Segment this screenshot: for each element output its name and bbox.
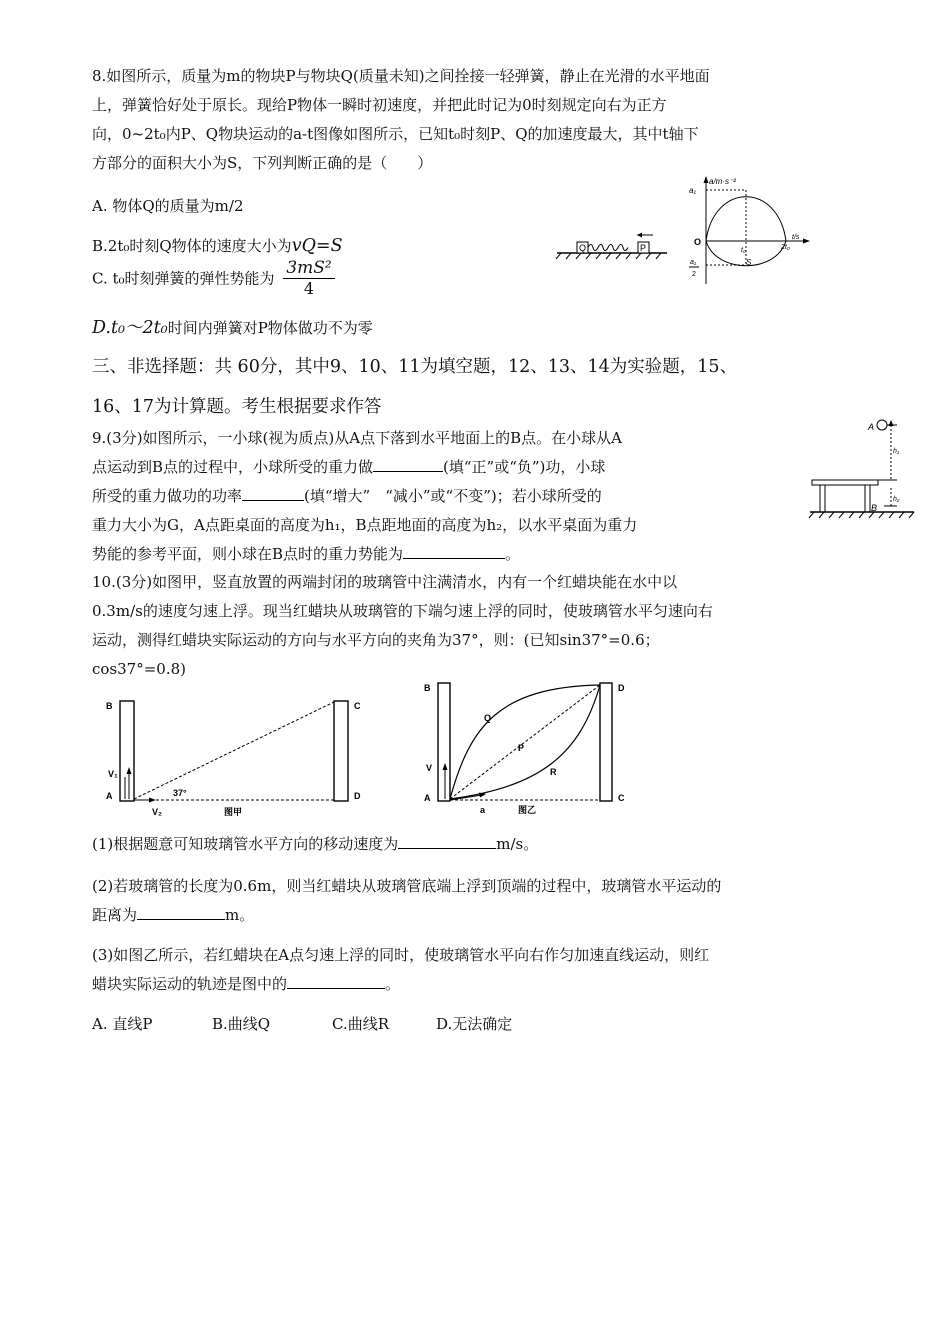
q10-options xyxy=(92,1010,512,1038)
section3-heading-line2: 16、17为计算题。考生根据要求作答 xyxy=(92,397,382,417)
q8-option-c xyxy=(92,258,335,299)
q10-blank-2 xyxy=(137,901,225,920)
q9-line3 xyxy=(92,482,602,510)
origin-label: O xyxy=(694,237,702,247)
q9-blank-1 xyxy=(373,453,443,472)
q10-option-b: B.曲线Q xyxy=(212,1015,271,1033)
acc-label: a xyxy=(480,805,486,815)
t-axis-label: t/s xyxy=(792,234,800,241)
q10-subq3-text-a: 蜡块实际运动的轨迹是图中的 xyxy=(92,975,288,993)
point-a-label: A xyxy=(424,793,431,803)
2t0-label: 2t₀ xyxy=(781,244,790,251)
v-label: V xyxy=(426,763,433,773)
tube-right xyxy=(334,701,348,801)
curve-q-label: Q xyxy=(484,713,492,723)
tube-left xyxy=(120,701,134,801)
tube-left xyxy=(438,683,450,801)
q8-at-graph xyxy=(684,172,814,290)
q8-option-a: A. 物体Q的质量为m/2 xyxy=(92,197,244,215)
point-c-label: C xyxy=(354,701,361,711)
q9-line2 xyxy=(92,453,605,481)
q10-line2: 0.3m/s的速度匀速上浮。现当红蜡块从玻璃管的下端匀速上浮的同时，使玻璃管水平匀速向右 xyxy=(92,602,713,620)
q10-subq3-text-b: 。 xyxy=(385,975,401,993)
curve-r-label: R xyxy=(550,767,557,777)
block-p-label: P xyxy=(640,243,647,253)
t0-label: t₀ xyxy=(741,247,746,254)
q9-table-figure xyxy=(800,408,920,526)
line-p-label: P xyxy=(518,743,525,753)
point-c-label: C xyxy=(618,793,625,803)
v2-label: V₂ xyxy=(152,807,163,817)
q9-blank-3 xyxy=(403,540,505,559)
caption-yi: 图乙 xyxy=(518,805,537,815)
q10-subq3-line1: (3)如图乙所示，若红蜡块在A点匀速上浮的同时，使玻璃管水平向右作匀加速直线运动，则红 xyxy=(92,946,710,964)
y-axis-label: a/m·s⁻² xyxy=(709,177,736,186)
point-d-label: D xyxy=(618,683,625,693)
q9-line5-text-a: 势能的参考平面，则小球在B点时的重力势能为 xyxy=(92,545,404,563)
q8-option-b-math: vQ=S xyxy=(291,236,343,256)
tube-right xyxy=(600,683,612,801)
q8-option-d-text: 时间内弹簧对P物体做功不为零 xyxy=(167,319,373,337)
point-a-label: A xyxy=(868,422,875,432)
motion-path xyxy=(134,702,334,799)
y-axis-arrowhead xyxy=(704,176,709,183)
q9-line3-text-a: 所受的重力做功的功率 xyxy=(92,487,243,505)
q8-stem-line1: 8.如图所示，质量为m的物块P与物块Q(质量未知)之间拴接一轻弹簧，静止在光滑的水平地面 xyxy=(92,67,710,85)
q9-line1: 9.(3分)如图所示，一小球(视为质点)从A点下落到水平地面上的B点。在小球从A xyxy=(92,429,622,447)
q10-subq2-line2 xyxy=(92,901,254,929)
q10-subq1 xyxy=(92,830,538,858)
q8-option-b xyxy=(92,232,343,260)
q9-line5-text-b: 。 xyxy=(505,545,521,563)
v2-arrowhead xyxy=(149,798,156,803)
q10-subq1-text-a: (1)根据题意可知玻璃管水平方向的移动速度为 xyxy=(92,835,399,853)
q9-line3-text-b: (填“增大” “减小”或“不变”)；若小球所受的 xyxy=(304,487,602,505)
q8-option-c-fraction xyxy=(283,258,334,299)
q10-subq2-line1: (2)若玻璃管的长度为0.6m，则当红蜡块从玻璃管底端上浮到顶端的过程中，玻璃管水平运动的 xyxy=(92,877,722,895)
q10-line1: 10.(3分)如图甲，竖直放置的两端封闭的玻璃管中注满清水，内有一个红蜡块能在水中以 xyxy=(92,573,678,591)
q10-blank-3 xyxy=(287,970,385,989)
point-d-label: D xyxy=(354,791,361,801)
q9-line2-text-b: (填“正”或“负”)功，小球 xyxy=(443,458,606,476)
q8-stem-line2: 上，弹簧恰好处于原长。现给P物体一瞬时初速度，并把此时记为0时刻规定向右为正方 xyxy=(92,96,667,114)
table-leg-right xyxy=(865,485,870,512)
area-s-label: S xyxy=(746,258,752,267)
q10-option-c: C.曲线R xyxy=(332,1015,390,1033)
q8-option-d xyxy=(92,314,373,342)
v1-label: V₁ xyxy=(108,769,118,779)
q10-line3: 运动，测得红蜡块实际运动的方向与水平方向的夹角为37°，则：(已知sin37°=0.6； xyxy=(92,631,660,649)
table-leg-left xyxy=(820,485,825,512)
velocity-arrowhead xyxy=(637,233,642,238)
q10-subq2-text-a: 距离为 xyxy=(92,906,138,924)
angle-label: 37° xyxy=(173,788,187,798)
q8-stem-line4: 方部分的面积大小为S，下列判断正确的是（ ） xyxy=(92,154,433,172)
point-b-label: B xyxy=(424,683,431,693)
point-b-label: B xyxy=(106,701,113,711)
q8-option-c-numerator: 3mS² xyxy=(283,258,334,279)
q10-blank-1 xyxy=(398,830,496,849)
q8-spring-figure xyxy=(553,228,673,262)
point-a-label: A xyxy=(106,791,113,801)
half-a1-denominator: 2 xyxy=(692,271,696,278)
q9-blank-2 xyxy=(242,482,304,501)
q8-option-c-text: C. t₀时刻弹簧的弹性势能为 xyxy=(92,269,275,288)
table-top xyxy=(812,480,878,485)
q8-option-b-text: B.2t₀时刻Q物体的速度大小为 xyxy=(92,237,292,255)
ball xyxy=(877,420,887,430)
q10-figure-yi xyxy=(420,675,640,825)
q10-line4: cos37°=0.8) xyxy=(92,660,186,678)
ground-hatching xyxy=(556,253,661,259)
q10-subq2-text-b: m。 xyxy=(225,906,255,924)
q10-figure-jia xyxy=(100,695,380,825)
q9-line2-text-a: 点运动到B点的过程中，小球所受的重力做 xyxy=(92,458,374,476)
block-q-label: Q xyxy=(579,243,587,253)
half-a1-numerator: a₁ xyxy=(690,259,697,266)
q8-option-d-math: D.t₀～2t₀ xyxy=(92,318,168,338)
h1-top-arrow xyxy=(889,420,894,426)
q10-option-d: D.无法确定 xyxy=(436,1015,513,1033)
q10-option-a: A. 直线P xyxy=(92,1015,153,1033)
section3-heading-line1: 三、非选择题：共 60分，其中9、10、11为填空题，12、13、14为实验题，15、 xyxy=(92,357,738,377)
t-axis-arrowhead xyxy=(803,239,810,244)
point-b-label: B xyxy=(871,503,878,513)
caption-jia: 图甲 xyxy=(224,807,243,817)
q10-subq3-line2 xyxy=(92,970,400,998)
h2-label: h₂ xyxy=(893,496,900,503)
q9-line4: 重力大小为G，A点距桌面的高度为h₁，B点距地面的高度为h₂，以水平桌面为重力 xyxy=(92,516,638,534)
h1-label: h₁ xyxy=(893,448,900,455)
q8-stem-line3: 向，0~2t₀内P、Q物块运动的a-t图像如图所示，已知t₀时刻P、Q的加速度最大，其中t轴下 xyxy=(92,125,699,143)
spring-coil xyxy=(588,245,628,251)
q9-line5 xyxy=(92,540,520,568)
a1-label: a₁ xyxy=(689,186,696,195)
ground-hatching xyxy=(809,512,914,518)
q10-subq1-text-b: m/s。 xyxy=(496,835,539,853)
q8-option-c-denominator: 4 xyxy=(303,279,315,298)
